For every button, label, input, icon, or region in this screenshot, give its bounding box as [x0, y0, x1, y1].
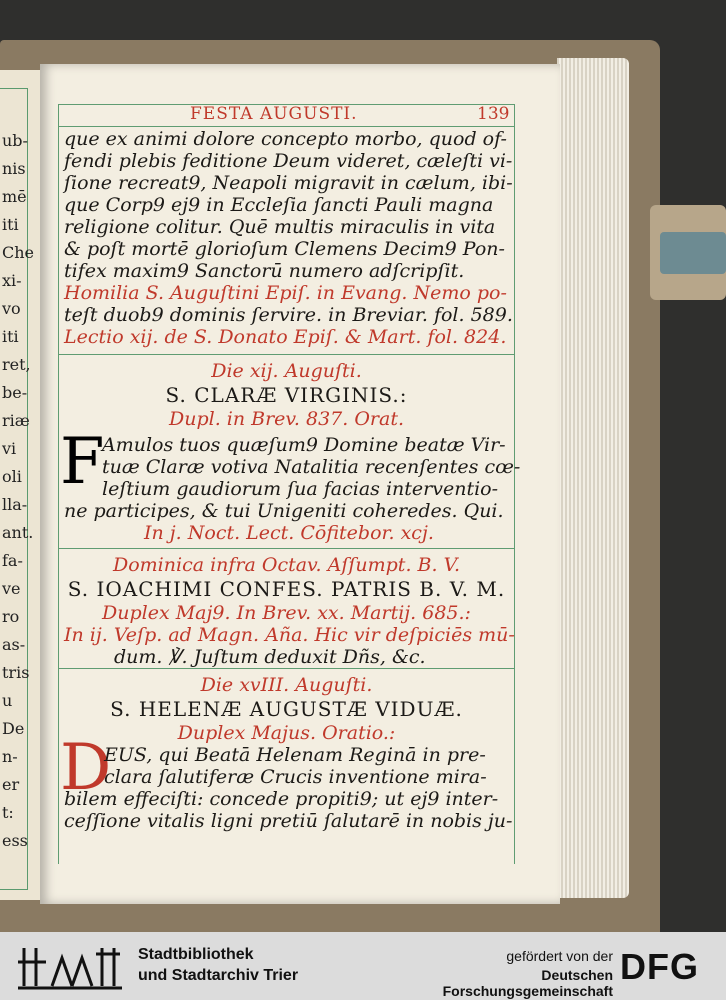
- clasp-metal-icon: [660, 232, 726, 274]
- feast-date: Dominica infra Octav. Aſſumpt. B. V.: [112, 554, 461, 576]
- text-line: clara ſalutiferæ Crucis inventione mira-: [104, 766, 487, 788]
- left-page-fragment: iti: [2, 327, 19, 346]
- left-page-fragment: tris: [2, 663, 30, 682]
- text-line: ne participes, & tui Unigeniti coheredes. Qui.: [64, 500, 504, 522]
- left-page: [0, 70, 42, 900]
- rubric-lectio: Lectio xij. de S. Donato Epiſ. & Mart. fol. 824.: [64, 326, 507, 348]
- left-page-fragment: De: [2, 719, 25, 738]
- text-line: dum. ℣. Juſtum deduxit Dñs, &c.: [114, 646, 426, 668]
- text-line: que Corp9 ej9 in Eccleſia ſancti Pauli magna: [64, 194, 494, 216]
- rubric-nocturn: In j. Noct. Lect. Cōfitebor. xcj.: [144, 522, 434, 544]
- left-page-fragment: er: [2, 775, 20, 794]
- rubric-homily: Homilia S. Auguſtini Epiſ. in Evang. Nemo po-: [64, 282, 507, 304]
- dfg-logo: DFG: [620, 946, 699, 987]
- left-page-fragment: n-: [2, 747, 18, 766]
- funding-line1: gefördert von der: [506, 948, 613, 964]
- text-line: ceſſione vitalis ligni pretiū ſalutarē in nobis ju-: [64, 810, 513, 832]
- drop-cap: D: [60, 731, 112, 805]
- left-page-fragment: mē: [2, 187, 27, 206]
- left-page-fragment: be-: [2, 383, 28, 402]
- page-number: 139: [477, 104, 510, 124]
- footer-bar: [0, 932, 726, 1000]
- left-page-fragment: ret,: [2, 355, 31, 374]
- left-page-fragment: u: [2, 691, 13, 710]
- text-line: fendi plebis feditione Deum videret, cæleſti vi-: [64, 150, 513, 172]
- left-page-fragment: ro: [2, 607, 20, 626]
- left-page-fragment: xi-: [2, 271, 22, 290]
- feast-title: S. IOACHIMI CONFES. PATRIS B. V. M.: [67, 577, 506, 601]
- text-line: tuæ Claræ votiva Natalitia recenſentes cœ-: [102, 456, 521, 478]
- feast-title: S. CLARÆ VIRGINIS.:: [165, 383, 408, 407]
- feast-rank: Duplex Maj9. In Brev. xx. Martij. 685.:: [102, 602, 471, 624]
- section-rule: [58, 668, 515, 669]
- text-line: tifex maxim9 Sanctorū numero adſcripſit.: [64, 260, 465, 282]
- running-head: FESTA AUGUSTI.: [190, 104, 358, 124]
- left-page-fragment: fa-: [2, 551, 23, 570]
- left-page-fragment: Che: [2, 243, 35, 262]
- feast-rank: Duplex Majus. Oratio.:: [177, 722, 396, 744]
- text-line: bilem effeciſti: concede propiti9; ut ej9 inter-: [64, 788, 499, 810]
- text-line: teſt duob9 dominis ſervire. in Breviar. fol. 589.: [64, 304, 513, 326]
- left-page-frame: [0, 88, 28, 890]
- library-name-line1: Stadtbibliothek: [138, 946, 254, 963]
- funding-line2: Deutschen Forschungsgemeinschaft: [442, 967, 613, 999]
- left-page-fragment: riæ: [2, 411, 30, 430]
- feast-date: Die xij. Auguſti.: [211, 360, 362, 382]
- right-page: [40, 64, 560, 904]
- left-page-fragment: oli: [2, 467, 22, 486]
- left-page-fragment: as-: [2, 635, 26, 654]
- text-line: ſione recreat9, Neapoli migravit in cælum, ibi-: [64, 172, 513, 194]
- rubric-antiphon: In ij. Veſp. ad Magn. Aña. Hic vir deſpiciēs mū-: [64, 624, 515, 646]
- left-page-fragment: t:: [2, 803, 14, 822]
- feast-date: Die xvIII. Auguſti.: [200, 674, 373, 696]
- left-page-fragment: vo: [2, 299, 21, 318]
- left-page-fragment: ve: [2, 579, 21, 598]
- section-rule: [58, 548, 515, 549]
- left-page-fragment: ub-: [2, 131, 28, 150]
- feast-rank: Dupl. in Brev. 837. Orat.: [169, 408, 404, 430]
- text-line: & poſt mortē glorioſum Clemens Decim9 Pon-: [64, 238, 505, 260]
- left-page-fragment: ess: [2, 831, 28, 850]
- left-page-fragment: ant.: [2, 523, 34, 542]
- text-line: Amulos tuos quæſum9 Domine beatæ Vir-: [102, 434, 506, 456]
- library-logo-icon: [16, 940, 126, 992]
- library-name-line2: und Stadtarchiv Trier: [138, 967, 299, 984]
- header-rule: [58, 126, 515, 127]
- text-line: religione colitur. Quē multis miraculis in vita: [64, 216, 496, 238]
- text-line: leſtium gaudiorum ſua facias interventio-: [102, 478, 499, 500]
- section-rule: [58, 354, 515, 355]
- page-edges: [557, 58, 629, 898]
- feast-title: S. HELENÆ AUGUSTÆ VIDUÆ.: [110, 697, 463, 721]
- left-page-fragment: vi: [2, 439, 17, 458]
- left-page-fragment: nis: [2, 159, 26, 178]
- drop-cap: F: [60, 425, 105, 499]
- text-line: que ex animi dolore concepto morbo, quod of-: [64, 128, 507, 150]
- left-page-fragment: iti: [2, 215, 19, 234]
- left-page-fragment: lla-: [2, 495, 28, 514]
- text-line: EUS, qui Beatā Helenam Reginā in pre-: [104, 744, 486, 766]
